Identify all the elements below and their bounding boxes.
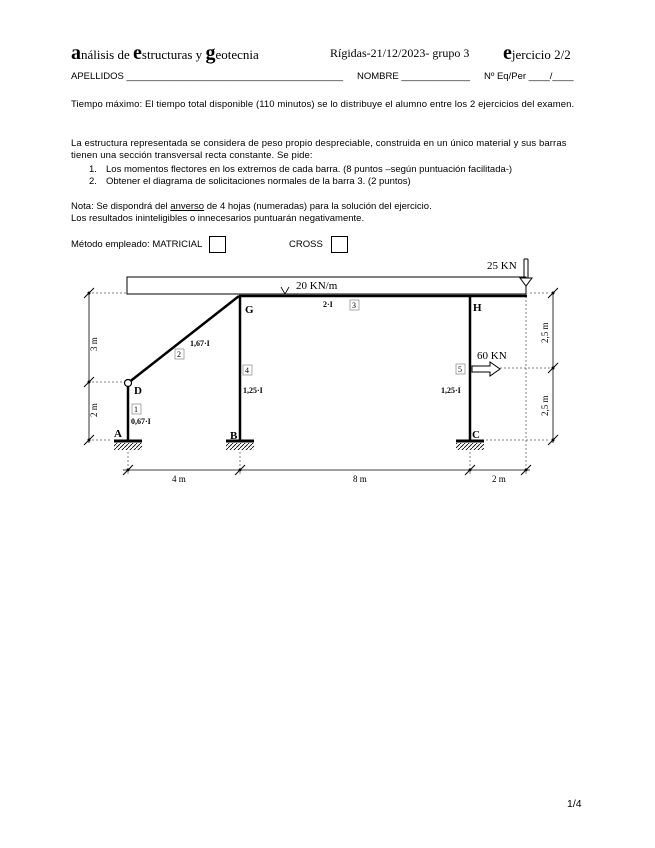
list-item: 1. [89, 164, 97, 175]
bar-number: 2 [177, 350, 181, 359]
apellidos-field[interactable]: APELLIDOS _________________________________________ [71, 71, 344, 82]
nota2-text: Los resultados ininteligibles o innecesarios puntuarán negativamente. [71, 213, 365, 224]
exam-info: Rígidas-21/12/2023- grupo 3 [330, 46, 470, 60]
inertia-label: 1,25·I [243, 386, 263, 395]
node-label: D [134, 385, 142, 397]
dimension-label: 2 m [89, 403, 99, 417]
horizontal-load-label: 60 KN [477, 350, 507, 362]
node-label: G [245, 304, 254, 316]
course-title: análisis de estructuras y geotecnia [71, 42, 259, 64]
node-label: C [472, 429, 480, 441]
distributed-load-label: 20 KN/m [296, 280, 338, 292]
list-item: 2. [89, 176, 97, 187]
inertia-label: 1,67·I [190, 339, 210, 348]
nombre-field[interactable]: NOMBRE _____________ [357, 71, 471, 82]
bar-number: 4 [245, 366, 249, 375]
dimension-label: 8 m [353, 474, 367, 484]
dimension-label: 3 m [89, 337, 99, 351]
fixed-support-icon [114, 443, 142, 450]
hinge-icon [125, 380, 132, 387]
point-load-label: 25 KN [487, 260, 517, 272]
inertia-label: 2·I [323, 300, 333, 309]
node-label: A [114, 428, 122, 440]
bar-number: 5 [458, 365, 462, 374]
numero-field[interactable]: Nº Eq/Per ____/____ [484, 71, 574, 82]
bar-number: 1 [134, 405, 138, 414]
tiempo-text: Tiempo máximo: El tiempo total disponible (110 minutos) se lo distribuye el alumno entre los 2 ejercicios del examen. [71, 99, 575, 110]
node-label: B [230, 430, 238, 442]
bar-number: 3 [352, 301, 356, 310]
horizontal-load-arrow-icon [472, 362, 500, 376]
node-label: H [473, 302, 482, 314]
fixed-support-icon [226, 443, 254, 450]
dimension-label: 2,5 m [540, 322, 550, 343]
inertia-label: 0,67·I [131, 417, 151, 426]
inertia-label: 1,25·I [441, 386, 461, 395]
dimension-label: 2 m [492, 474, 506, 484]
dimension-label: 4 m [172, 474, 186, 484]
dimension-label: 2,5 m [540, 395, 550, 416]
estructura-text: La estructura representada se considera de peso propio despreciable, construida en un único material y sus barras tienen una sección transversal recta constante. Se pide: [71, 138, 567, 162]
cross-row: CROSS [289, 236, 348, 253]
exercise-number: ejercicio 2/2 [503, 42, 571, 64]
bar-2 [128, 296, 239, 383]
fixed-support-icon [456, 443, 484, 450]
page-number: 1/4 [567, 798, 582, 810]
metodo-row: Método empleado: MATRICIAL [71, 236, 226, 253]
list-item-text: Obtener el diagrama de solicitaciones normales de la barra 3. (2 puntos) [106, 176, 411, 187]
list-item-text: Los momentos flectores en los extremos de cada barra. (8 puntos –según puntuación facilitada-) [106, 164, 513, 175]
nota-text: Nota: Se dispondrá del anverso de 4 hojas (numeradas) para la solución del ejercicio. [71, 201, 432, 212]
